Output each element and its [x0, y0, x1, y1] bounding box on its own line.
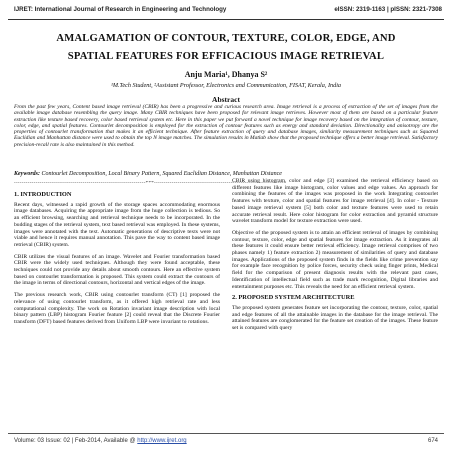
paragraph: Objective of the proposed system is to attain an efficient retrieval of images by combining contour, texture, color, edge and spatial features for image extraction. As it integrates all these features it could ensure better retrieval efficiency. Image retrieval comprises of two phases namely 1) feature extraction 2) measurement of similarities of query and database images. Applications of the proposed system finds in the fields like crime prevention say for example face recognition by police forces, security check using finger prints, Medical field for the comparison of present diagnosis results with the relevant past cases, Identification of intellectual field such as trade mark recognition, Digital libraries and entertainment purposes etc. This reveals the need for an efficient retrieval system.: [232, 229, 438, 290]
footer-volume: [14, 438, 187, 444]
paragraph: Recent days, witnessed a rapid growth of the storage spaces accommodating enormous image databases. Acquiring the appropriate image from the huge collection is tedious. So an efficient browsing, searching and retrieval technique needs to be incorporated. In the budding stages of the retrieval system, text based retrieval was employed. In these systems, images were annotated with the text. Automatic generations of descriptive texts were not viable and hence it requires manual annotation. This pave the way to content based image retrieval (CBIR) system.: [14, 201, 220, 248]
left-column: [14, 188, 220, 331]
header-rule: [8, 19, 444, 20]
page-number: 674: [427, 438, 438, 444]
journal-name: IJRET: International Journal of Research in Engineering and Technology: [14, 6, 227, 13]
title-line-2: SPATIAL FEATURES FOR EFFICACIOUS IMAGE RETRIEVAL: [67, 51, 385, 62]
footer-rule: [8, 433, 444, 434]
journal-header: [14, 6, 442, 18]
title-line-1: AMALGAMATION OF CONTOUR, TEXTURE, COLOR, EDGE, AND: [56, 33, 396, 44]
section-heading-intro: 1. INTRODUCTION: [14, 191, 72, 198]
footer: [14, 438, 438, 444]
abstract-heading: Abstract: [212, 95, 240, 104]
keywords-label: Keywords:: [14, 171, 40, 177]
volume-text: Volume: 03 Issue: 02 | Feb-2014, Available @: [14, 438, 136, 444]
paragraph: The previous research work, CBIR using contourlet transform (CT) [1] proposed the relevance of using contourlet transform, as it offered high retrieval rate and less computational complexity. The work on Rotation invariant image description with local binary pattern (LBP) histogram Fourier feature [2] could reveal that the Discrete Fourier transform (DFT) based features derived from Uniform LBP were invariant to rotations.: [14, 292, 220, 325]
affiliation: ¹M.Tech Student, ²Assistant Professor, Electronics and Communication, FISAT, Kerala, India: [110, 82, 342, 89]
issn: eISSN: 2319-1163 | pISSN: 2321-7308: [334, 6, 442, 13]
separator: -------------------------------------------------------------------***-------------------------------------------------------------------: [14, 181, 286, 186]
paragraph: The proposed system generates feature set incorporating the contour, texture, color, spatial and edge features of all the attainable images in the database for the image retrieval. The attained features are conglomerated for the feature set creation of the images. These feature set is compared with query: [232, 304, 438, 332]
right-column: [232, 178, 438, 337]
paragraph: CBIR utilizes the visual features of an image. Wavelet and Fourier transformation based CBIR were the widely used techniques. Although they were found acceptable, these techniques could not provide any details about smooth contours. Here an effective system based on contourlet transformation is proposed. This system could extract the contours of the image in terms of directional contours, horizontal and vertical edges of the image.: [14, 253, 220, 287]
paragraph: CBIR using histogram, color and edge [3] examined the retrieval efficiency based on different features like image histogram, color values and edge values. An approach for combining the features of the images was proposed in the work Integrating contourlet features with texture, color and spatial features for image retrieval [4]. In color - Texture based image retrieval system [5] both color and texture features were used to retain accurate retrieval result. Here color histogram for color extraction and pyramid structure wavelet transform model for texture extraction were used.: [232, 178, 438, 225]
authors: Anju Maria¹, Dhanya S²: [184, 70, 268, 79]
journal-link[interactable]: http://www.ijret.org: [137, 438, 187, 444]
keywords: [14, 171, 438, 177]
abstract-text: From the past few years, Content based image retrieval (CBIR) has been a progressive and curious research area. Image retrieval is a process of extraction of the set of images from the available image database resembling the query image. Many CBIR techniques have been proposed for relevant image retrieves. However most of them are based on a particular feature extraction like texture based recovery, color based retrieval system etc. Here in this paper we put forward a novel technique for image recovery based on the integration of contour, texture, color, edge, and spatial features. Contourlet decomposition is employed for the extraction of contour features such as energy and standard deviation. Directionality and anisotropy are the properties of contourlet transformation that makes it an efficient technique. After feature extraction of query and database images, similarity measurement techniques such as Squared Euclidian and Manhattan distance were used to obtain the top N image matches. The simulation results in Matlab show that the proposed technique offers a better image retrieval. Satisfactory precision-recall rate is also maintained in this method.: [14, 104, 438, 148]
keywords-text: Contourlet Decomposition, Local Binary Pattern, Squared Euclidian Distance, Manhattan Distance: [41, 171, 282, 177]
section-heading-architecture: 2. PROPOSED SYSTEM ARCHITECTURE: [232, 294, 355, 302]
paper-title: [0, 30, 452, 66]
